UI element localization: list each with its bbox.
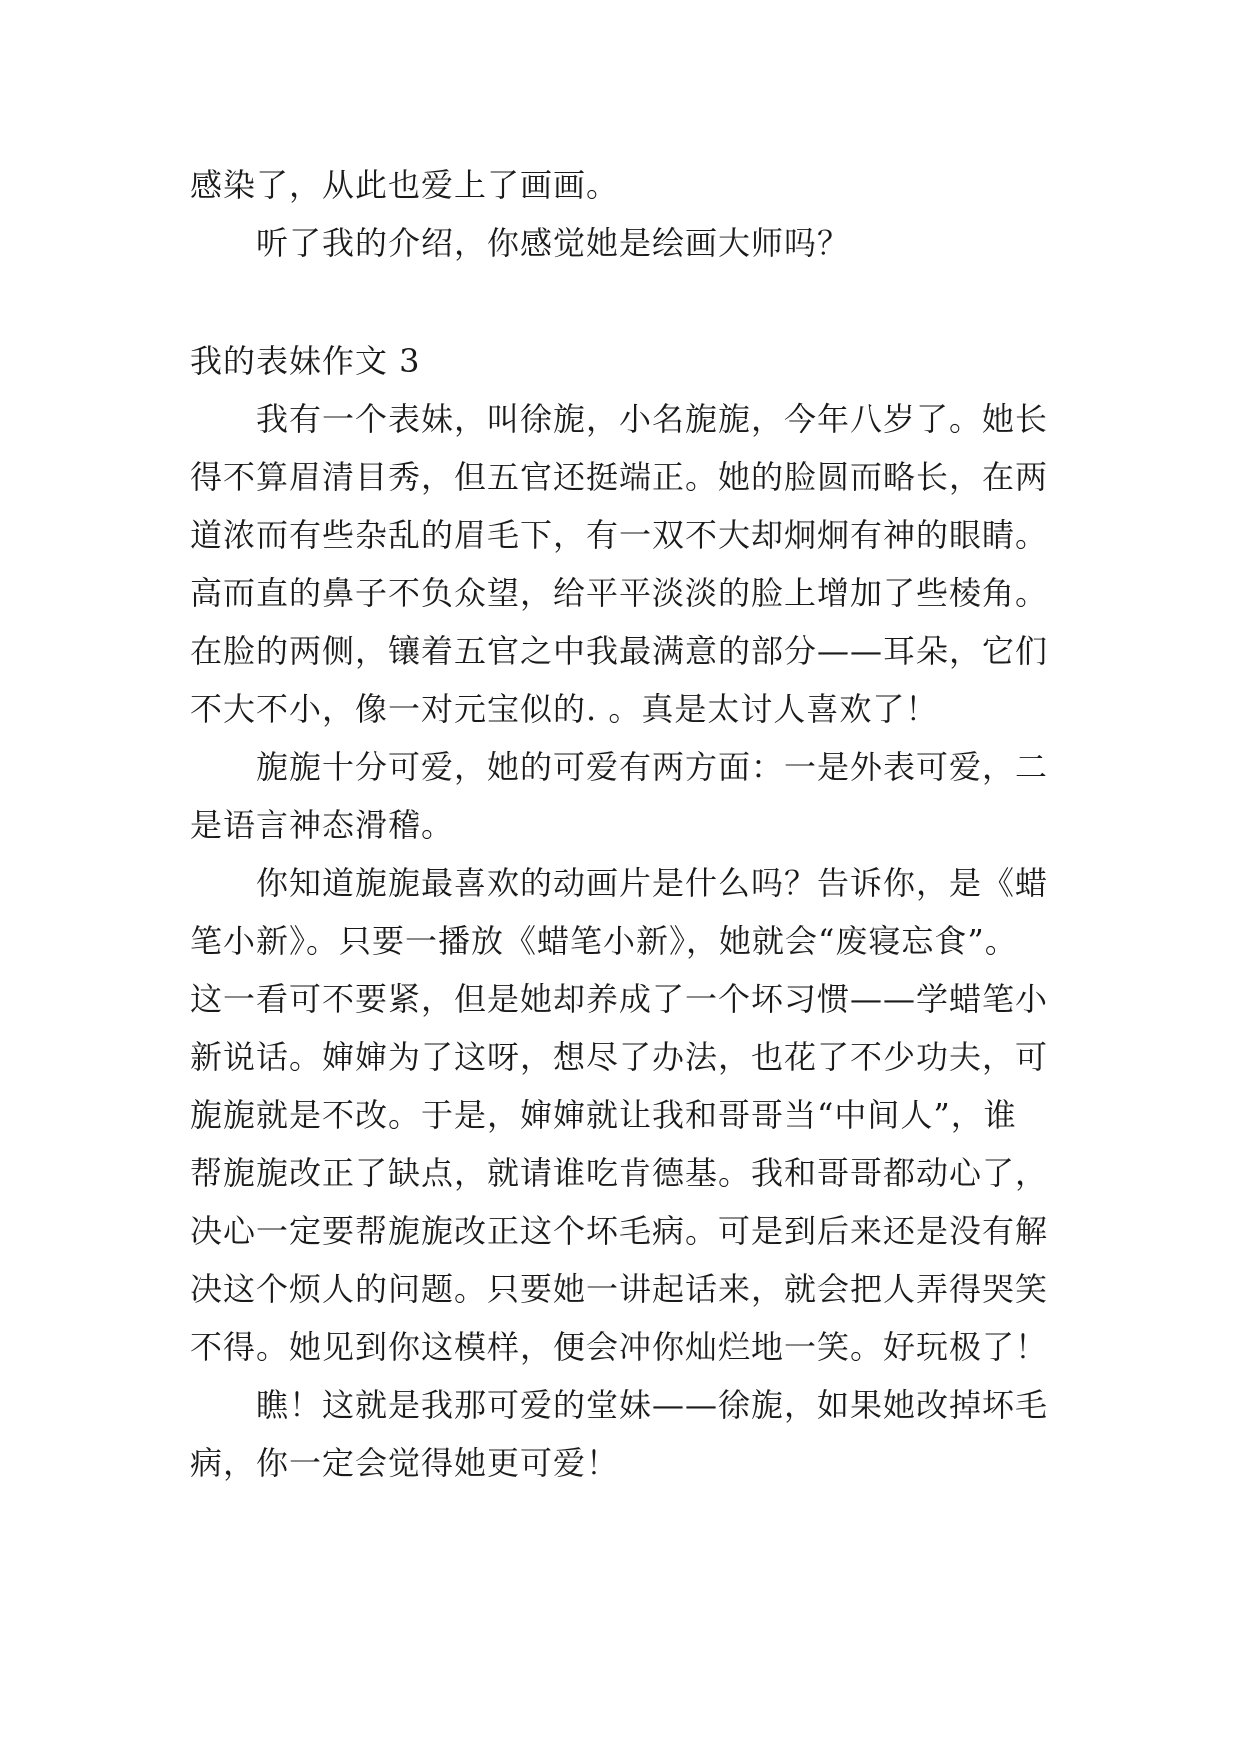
text-line: 高而直的鼻子不负众望，给平平淡淡的脸上增加了些棱角。 xyxy=(190,574,1049,612)
text-line: 旎旎就是不改。于是，婶婶就让我和哥哥当“中间人”，谁 xyxy=(190,1096,1017,1134)
text-line: 决心一定要帮旎旎改正这个坏毛病。可是到后来还是没有解 xyxy=(190,1212,1049,1250)
text-line: 决这个烦人的问题。只要她一讲起话来，就会把人弄得哭笑 xyxy=(190,1270,1049,1308)
text-line: 听了我的介绍，你感觉她是绘画大师吗？ xyxy=(256,224,851,262)
text-line: 这一看可不要紧，但是她却养成了一个坏习惯——学蜡笔小 xyxy=(190,980,1049,1018)
paragraph-1 xyxy=(190,390,1070,738)
text-line: 我有一个表妹，叫徐旎，小名旎旎，今年八岁了。她长 xyxy=(256,400,1049,438)
paragraph-2 xyxy=(190,738,1070,854)
paragraph-4 xyxy=(190,1376,1070,1492)
text-line: 病，你一定会觉得她更可爱！ xyxy=(190,1444,620,1482)
text-line: 不得。她见到你这模样，便会冲你灿烂地一笑。好玩极了！ xyxy=(190,1328,1049,1366)
text-line: 笔小新》。只要一播放《蜡笔小新》，她就会“废寝忘食”。 xyxy=(190,922,1018,960)
text-line: 是语言神态滑稽。 xyxy=(190,806,455,844)
text-line: 瞧！这就是我那可爱的堂妹——徐旎，如果她改掉坏毛 xyxy=(256,1386,1049,1424)
text-line: 新说话。婶婶为了这呀，想尽了办法，也花了不少功夫，可 xyxy=(190,1038,1049,1076)
text-line: 不大不小，像一对元宝似的. 。真是太讨人喜欢了！ xyxy=(190,690,939,728)
text-line: 道浓而有些杂乱的眉毛下，有一双不大却炯炯有神的眼睛。 xyxy=(190,516,1049,554)
text-line: 旎旎十分可爱，她的可爱有两方面：一是外表可爱，二 xyxy=(256,748,1049,786)
paragraph-3 xyxy=(190,854,1070,1376)
text-line: 感染了，从此也爱上了画画。 xyxy=(190,166,620,204)
text-line: 你知道旎旎最喜欢的动画片是什么吗？告诉你，是《蜡 xyxy=(256,864,1049,902)
intro-paragraph-2 xyxy=(190,214,1070,272)
section-spacer xyxy=(190,272,1070,332)
intro-paragraph-1 xyxy=(190,156,1070,214)
text-line: 帮旎旎改正了缺点，就请谁吃肯德基。我和哥哥都动心了， xyxy=(190,1154,1049,1192)
text-line: 得不算眉清目秀，但五官还挺端正。她的脸圆而略长，在两 xyxy=(190,458,1049,496)
text-line: 在脸的两侧，镶着五官之中我最满意的部分——耳朵，它们 xyxy=(190,632,1049,670)
section-title: 我的表妹作文 3 xyxy=(190,342,421,380)
document-body xyxy=(190,156,1070,1492)
